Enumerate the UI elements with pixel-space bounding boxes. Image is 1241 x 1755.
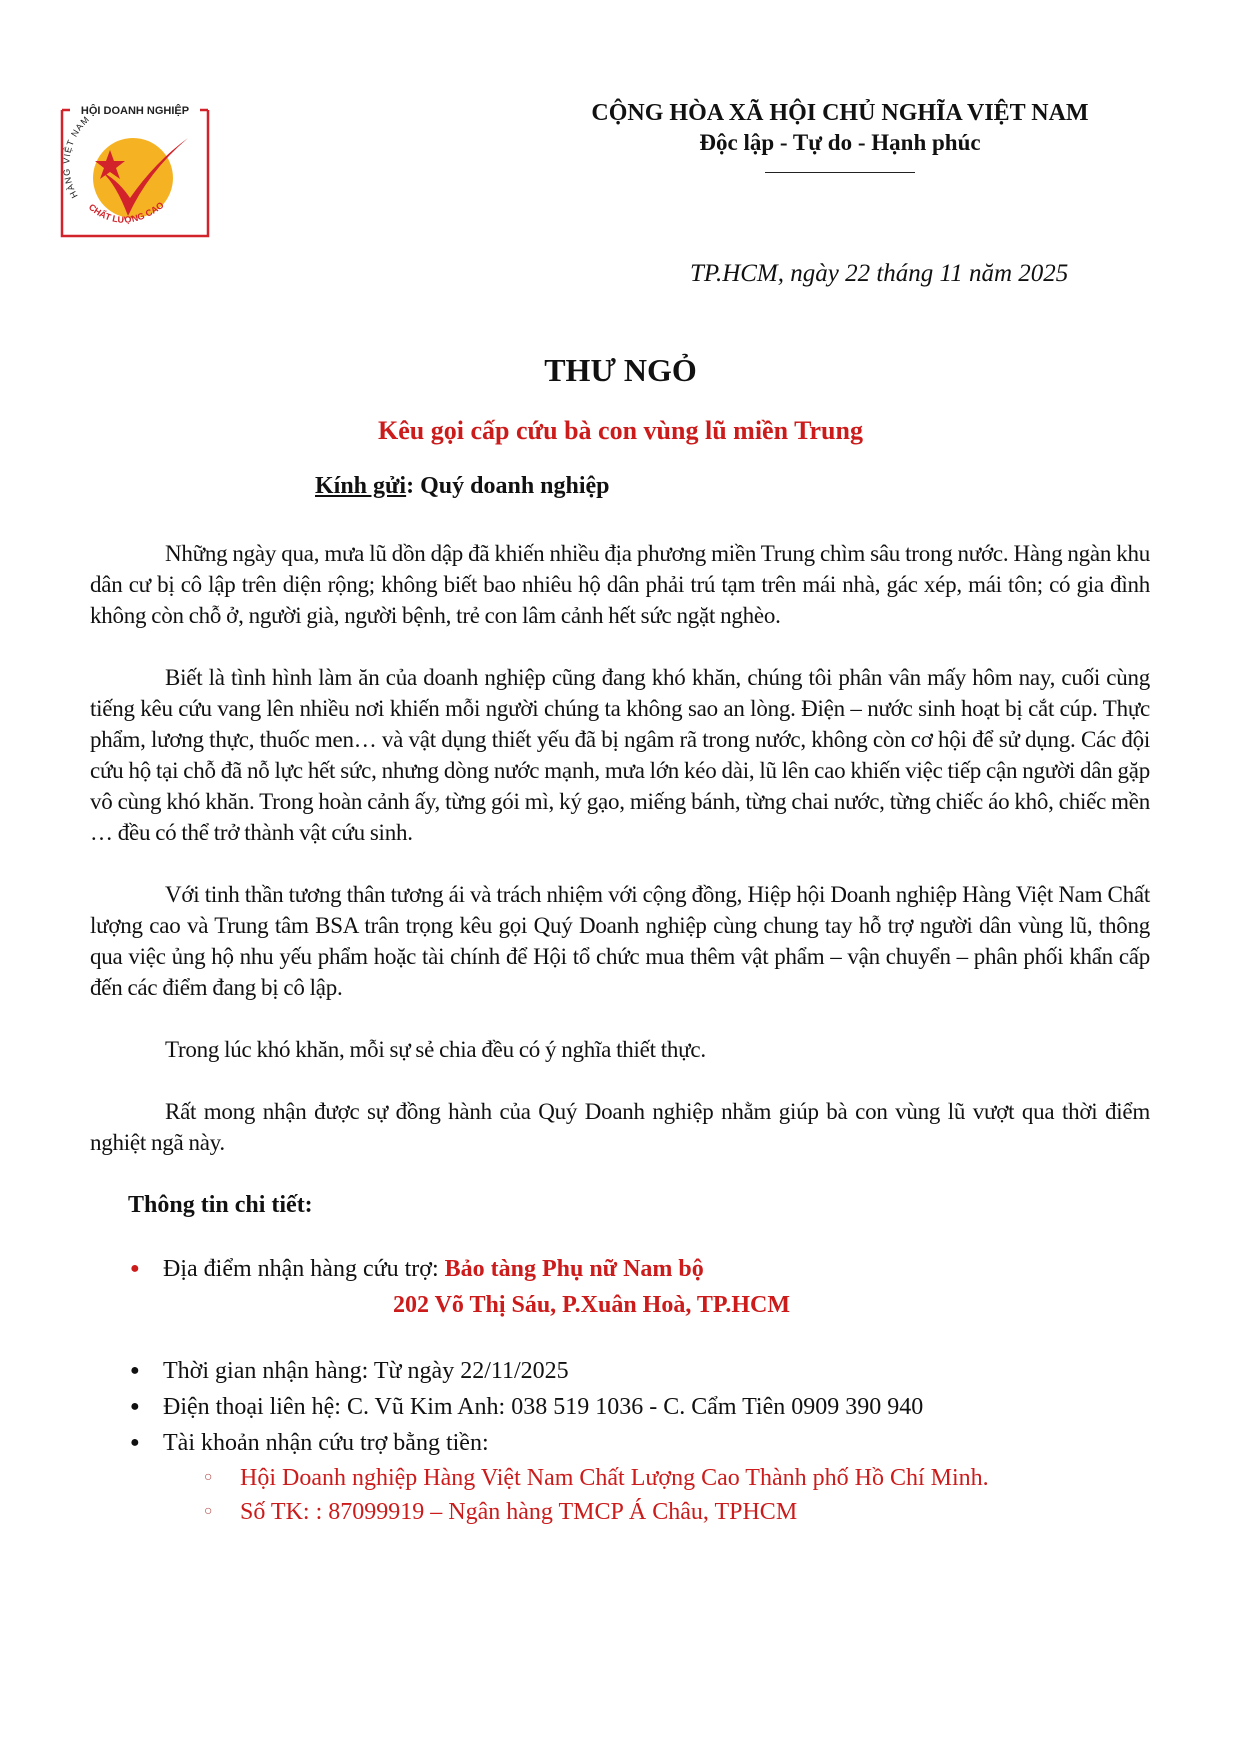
account-label: Tài khoản nhận cứu trợ bằng tiền:: [163, 1430, 489, 1456]
list-item-time: [130, 1353, 1241, 1389]
bullet-icon: ●: [130, 1362, 140, 1379]
details-heading: Thông tin chi tiết:: [128, 1192, 313, 1218]
account-number: Số TK: : 87099919 – Ngân hàng TMCP Á Châu, TPHCM: [240, 1499, 798, 1525]
details-list: [0, 1251, 1241, 1529]
logo-bottom-text: CHẤT LƯỢNG CAO: [86, 199, 166, 225]
letter-subtitle: Kêu gọi cấp cứu bà con vùng lũ miền Trung: [378, 416, 863, 445]
list-item-phone: [130, 1389, 1241, 1425]
body-paragraph: Trong lúc khó khăn, mỗi sự sẻ chia đều có ý nghĩa thiết thực.: [165, 1037, 706, 1062]
sub-item-account-name: [204, 1461, 1241, 1495]
nation-name: CỘNG HÒA XÃ HỘI CHỦ NGHĨA VIỆT NAM: [591, 100, 1089, 126]
circle-bullet-icon: ○: [204, 1470, 213, 1485]
list-item-location: [130, 1251, 1241, 1287]
greeting: [315, 470, 1241, 502]
list-item-account: [130, 1425, 1241, 1461]
body-paragraph: Biết là tình hình làm ăn của doanh nghiệp cũng đang khó khăn, chúng tôi phân vân mấy hôm nay, cuối cùng tiếng kêu cứu vang lên nhiều nơi khiến mỗi người chúng ta không sao an lòng. Điện – nước sinh hoạt bị cắt cúp. Thực phẩm, lương thực, thuốc men… và vật dụng thiết yếu đã bị ngâm rã trong nước, không còn cơ hội để sử dụng. Các đội cứu hộ tại chỗ đã nỗ lực hết sức, nhưng dòng nước mạnh, mưa lớn kéo dài, lũ lên cao khiến việc tiếp cận người dân gặp vô cùng khó khăn. Trong hoàn cảnh ấy, từng gói mì, ký gạo, miếng bánh, từng chai nước, từng chiếc áo khô, chiếc mền … đều có thể trở thành vật cứu sinh.: [90, 665, 1150, 845]
organization-logo: [60, 100, 210, 238]
logo-arc-text: HÀNG VIỆT NAM: [61, 113, 92, 200]
bullet-icon: ●: [130, 1434, 140, 1451]
body-paragraph: Những ngày qua, mưa lũ dồn dập đã khiến nhiều địa phương miền Trung chìm sâu trong nước. Hàng ngàn khu dân cư bị cô lập trên diện rộng; không biết bao nhiêu hộ dân phải trú tạm trên mái nhà, gác xép, mái tôn; có gia đình không còn chỗ ở, người già, người bệnh, trẻ con lâm cảnh hết sức ngặt nghèo.: [90, 541, 1150, 628]
greeting-recipient: : Quý doanh nghiệp: [406, 473, 610, 499]
greeting-label: Kính gửi: [315, 473, 407, 499]
location-label: Địa điểm nhận hàng cứu trợ:: [163, 1256, 445, 1282]
circle-bullet-icon: ○: [204, 1504, 213, 1519]
national-motto: Độc lập - Tự do - Hạnh phúc: [699, 130, 981, 155]
national-header: [560, 98, 1120, 173]
location-name: Bảo tàng Phụ nữ Nam bộ: [444, 1256, 704, 1282]
logo-top-text: HỘI DOANH NGHIỆP: [80, 105, 190, 117]
body-paragraph: Rất mong nhận được sự đồng hành của Quý Doanh nghiệp nhằm giúp bà con vùng lũ vượt qua thời điểm nghiệt ngã này.: [90, 1099, 1150, 1155]
letter-body: [0, 350, 1241, 1529]
bullet-icon: ●: [130, 1260, 140, 1277]
receiving-time: Thời gian nhận hàng: Từ ngày 22/11/2025: [163, 1358, 569, 1384]
account-name: Hội Doanh nghiệp Hàng Việt Nam Chất Lượng Cao Thành phố Hồ Chí Minh.: [240, 1465, 989, 1491]
contact-phone: Điện thoại liên hệ: C. Vũ Kim Anh: 038 519 1036 - C. Cẩm Tiên 0909 390 940: [163, 1394, 924, 1420]
letter-date: TP.HCM, ngày 22 tháng 11 năm 2025: [690, 260, 1069, 287]
sub-item-account-number: [204, 1495, 1241, 1529]
letter-title: THƯ NGỎ: [544, 352, 697, 388]
location-address: 202 Võ Thị Sáu, P.Xuân Hoà, TP.HCM: [393, 1292, 791, 1318]
body-paragraph: Với tinh thần tương thân tương ái và trách nhiệm với cộng đồng, Hiệp hội Doanh nghiệp Hàng Việt Nam Chất lượng cao và Trung tâm BSA trân trọng kêu gọi Quý Doanh nghiệp cùng chung tay hỗ trợ người dân vùng lũ, thông qua việc ủng hộ nhu yếu phẩm hoặc tài chính để Hội tổ chức mua thêm vật phẩm – vận chuyển – phân phối khẩn cấp đến các điểm đang bị cô lập.: [90, 882, 1150, 1000]
header-divider: [765, 172, 915, 173]
logo-emblem-icon: [60, 100, 210, 238]
bullet-icon: ●: [130, 1398, 140, 1415]
